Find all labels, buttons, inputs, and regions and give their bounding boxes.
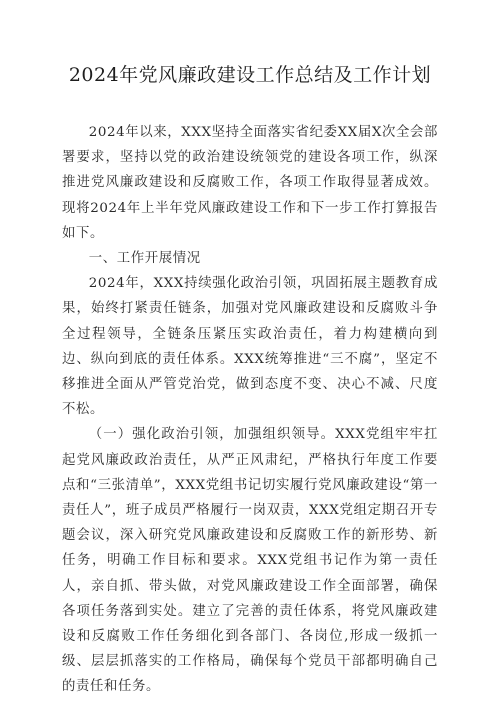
document-title: 2024年党风廉政建设工作总结及工作计划 [68, 64, 432, 86]
subsection-paragraph: （一）强化政治引领，加强组织领导。XXX党组牢牢扛起党风廉政政治责任，从严正风肃纪，严格执行年度工作要点和“三张清单”，XXX党组书记切实履行党风廉政建设“第一责任人”，班子成员严格履行一岗双责，XXX党组定期召开专题会议，深入研究党风廉政建设和反腐败工作的新形势、新任务，明确工作目标和要求。XXX党组书记作为第一责任人，亲自抓、带头做，对党风廉政建设工作全面部署，确保各项任务落到实处。建立了完善的责任体系，将党风廉政建设和反腐败工作任务细化到各部门、各岗位,形成一级抓一级、层层抓落实的工作格局，确保每个党员干部都明确自己的责任和任务。 [62, 427, 438, 695]
intro-paragraph: 2024年以来，XXX坚持全面落实省纪委XX届X次全会部署要求，坚持以党的政治建设统领党的建设各项工作，纵深推进党风廉政建设和反腐败工作，各项工作取得显著成效。现将2024年上半年党风廉政建设工作和下一步工作打算报告如下。 [62, 125, 438, 241]
document-body [62, 120, 438, 700]
section-paragraph: 2024年，XXX持续强化政治引领，巩固拓展主题教育成果，始终打紧责任链条，加强对党风廉政建设和反腐败斗争全过程领导，全链条压紧压实政治责任，着力构建横向到边、纵向到底的责任体系。XXX统筹推进“三不腐”，坚定不移推进全面从严管党治党，做到态度不变、决心不减、尺度不松。 [62, 276, 438, 418]
section-heading: 一、工作开展情况 [88, 251, 201, 267]
